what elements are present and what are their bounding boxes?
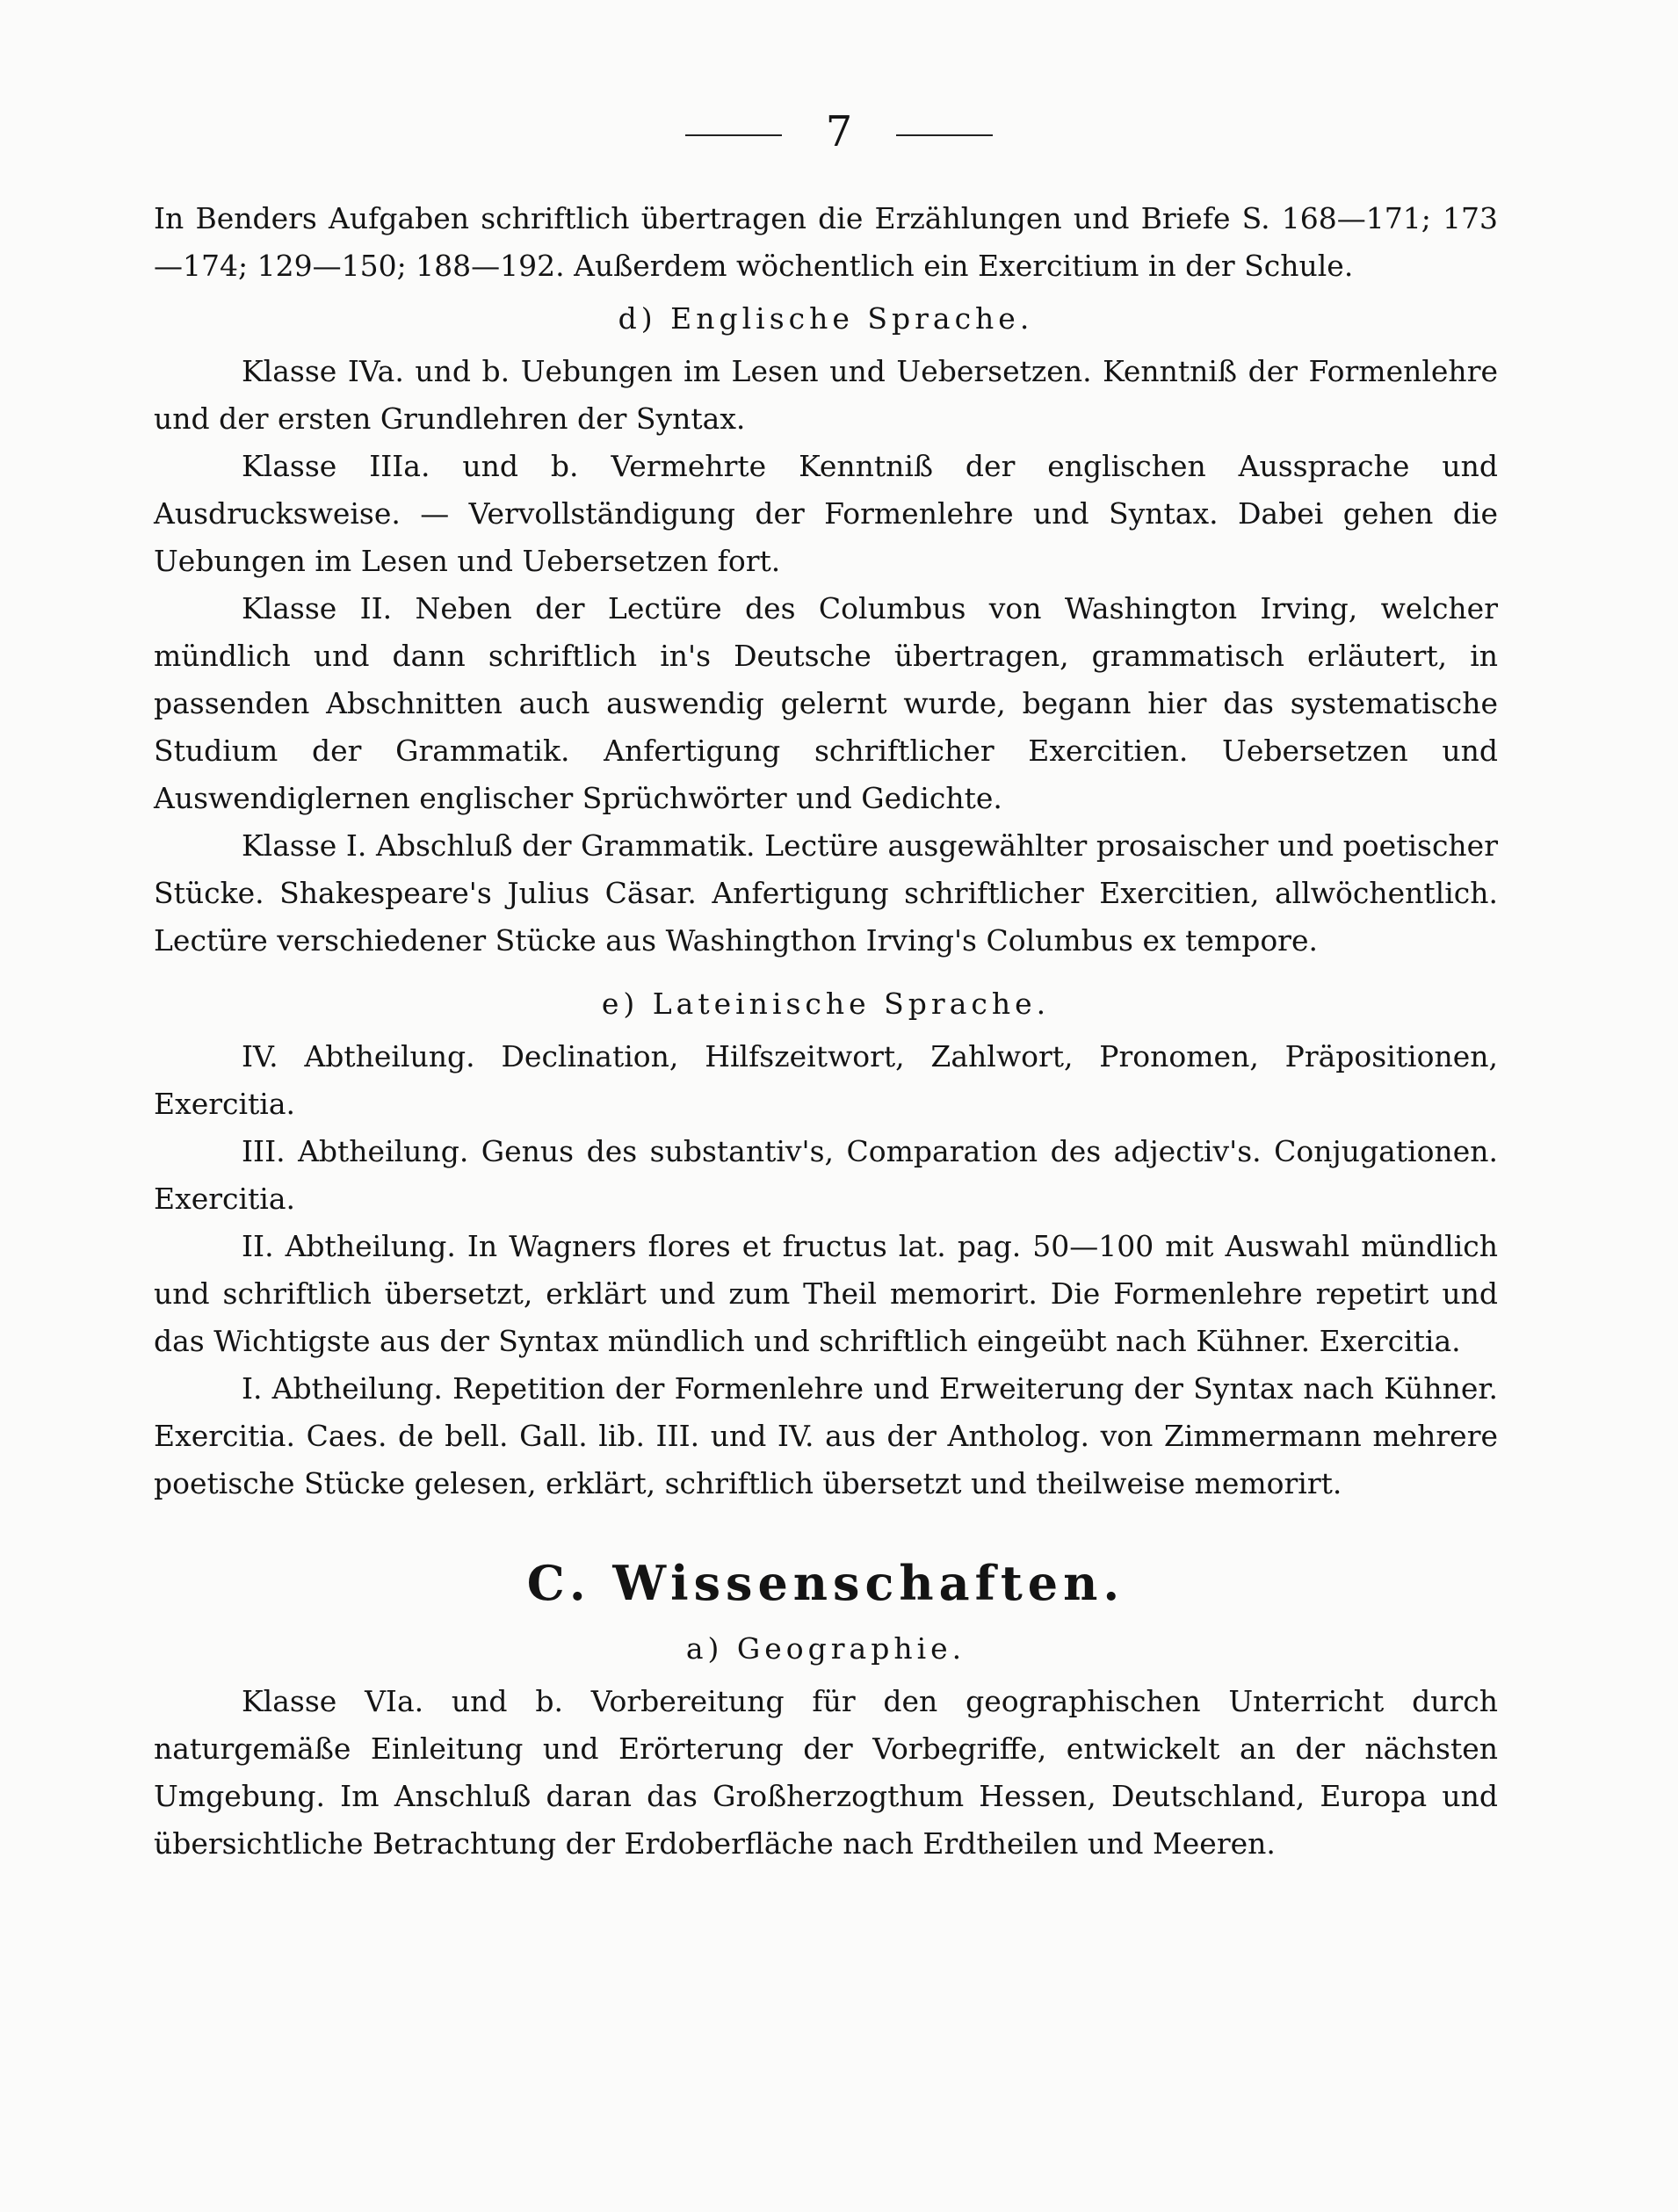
heading-english-language: d) Englische Sprache.: [618, 301, 1034, 336]
section-heading-sciences: C. Wissenschaften.: [526, 1555, 1125, 1611]
paragraph-english-class-iii: Klasse IIIa. und b. Vermehrte Kenntniß der englischen Aussprache und Ausdrucksweise. — Vervollständigung der Formenlehre und Syntax. Dabei gehen die Uebungen im Lesen und Uebersetzen fort.: [154, 449, 1498, 578]
paragraph-latin-division-ii: II. Abtheilung. In Wagners flores et fructus lat. pag. 50—100 mit Auswahl mündlich und schriftlich übersetzt, erklärt und zum Theil memorirt. Die Formenlehre repetirt und das Wichtigste aus der Syntax mündlich und schriftlich eingeübt nach Kühner. Exercitia.: [154, 1229, 1498, 1358]
heading-latin-language: e) Lateinische Sprache.: [601, 987, 1051, 1021]
paragraph-bender-exercises: In Benders Aufgaben schriftlich übertragen die Erzählungen und Briefe S. 168—171; 173—174; 129—150; 188—192. Außerdem wöchentlich ein Exercitium in der Schule.: [154, 201, 1498, 283]
paragraph-latin-division-i: I. Abtheilung. Repetition der Formenlehre und Erweiterung der Syntax nach Kühner. Exercitia. Caes. de bell. Gall. lib. III. und IV. aus der Antholog. von Zimmermann mehrere poetische Stücke gelesen, erklärt, schriftlich übersetzt und theilweise memorirt.: [154, 1371, 1498, 1500]
paragraph-geography-class-vi: Klasse VIa. und b. Vorbereitung für den geographischen Unterricht durch naturgemäße Einleitung und Erörterung der Vorbegriffe, entwickelt an der nächsten Umgebung. Im Anschluß daran das Großherzogthum Hessen, Deutschland, Europa und übersichtliche Betrachtung der Erdoberfläche nach Erdtheilen und Meeren.: [154, 1684, 1498, 1861]
heading-geography: a) Geographie.: [685, 1631, 966, 1666]
page-body: [154, 195, 1498, 1868]
header-rule-left: [685, 134, 782, 136]
paragraph-latin-division-iii: III. Abtheilung. Genus des substantiv's, Comparation des adjectiv's. Conjugationen. Exercitia.: [154, 1134, 1498, 1216]
paragraph-english-class-ii: Klasse II. Neben der Lectüre des Columbus von Washington Irving, welcher mündlich und dann schriftlich in's Deutsche übertragen, grammatisch erläutert, in passenden Abschnitten auch auswendig gelernt wurde, begann hier das systematische Studium der Grammatik. Anfertigung schriftlicher Exercitien. Uebersetzen und Auswendiglernen englischer Sprüchwörter und Gedichte.: [154, 591, 1498, 815]
page-number: 7: [825, 107, 853, 156]
paragraph-english-class-i: Klasse I. Abschluß der Grammatik. Lectüre ausgewählter prosaischer und poetischer Stücke. Shakespeare's Julius Cäsar. Anfertigung schriftlicher Exercitien, allwöchentlich. Lectüre verschiedener Stücke aus Washingthon Irving's Columbus ex tempore.: [154, 828, 1498, 958]
paragraph-latin-division-iv: IV. Abtheilung. Declination, Hilfszeitwort, Zahlwort, Pronomen, Präpositionen, Exercitia.: [154, 1039, 1498, 1121]
paragraph-english-class-iv: Klasse IVa. und b. Uebungen im Lesen und Uebersetzen. Kenntniß der Formenlehre und der ersten Grundlehren der Syntax.: [154, 354, 1498, 436]
page-header: [0, 105, 1678, 158]
header-rule-right: [896, 134, 993, 136]
